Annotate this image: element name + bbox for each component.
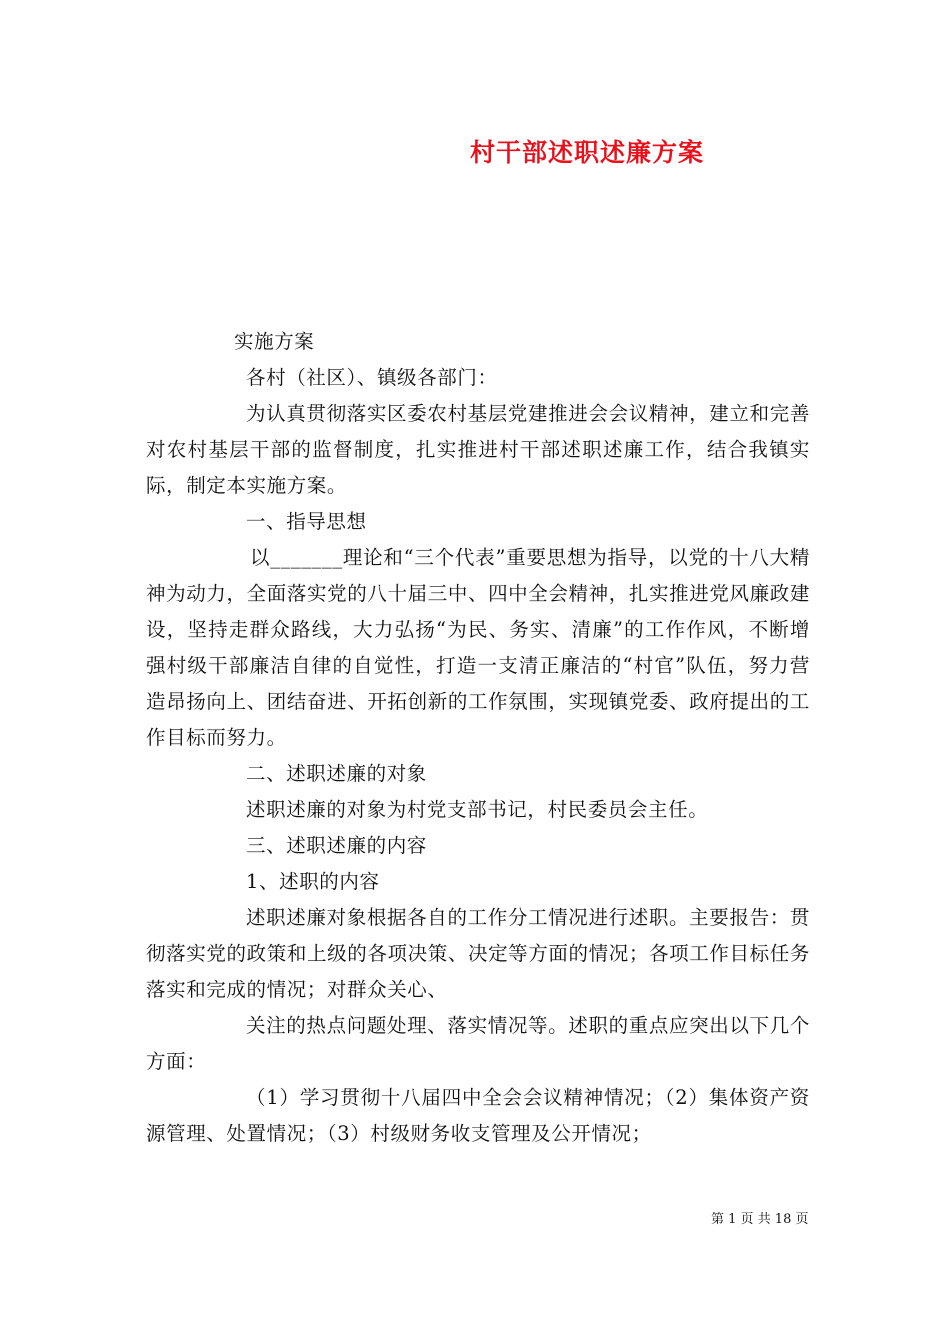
subsection-heading: 1、述职的内容	[246, 870, 380, 893]
paragraph: 为认真贯彻落实区委农村基层党建推进会会议精神，建立和完善对农村基层干部的监督制度，扎实推进村干部述职述廉工作，结合我镇实际，制定本实施方案。	[146, 402, 810, 497]
paragraph: 述职述廉的对象为村党支部书记，村民委员会主任。	[246, 798, 709, 821]
section-heading: 三、述职述廉的内容	[246, 834, 427, 857]
section-heading: 一、指导思想	[246, 510, 367, 533]
page-footer: 第 1 页 共 18 页	[711, 1212, 809, 1227]
paragraph: （1）学习贯彻十八届四中全会会议精神情况；（2）集体资产资源管理、处置情况；（3）村级财务收支管理及公开情况；	[146, 1086, 810, 1145]
document-title: 村干部述职述廉方案	[470, 138, 705, 167]
paragraph: 述职述廉对象根据各自的工作分工情况进行述职。主要报告：贯彻落实党的政策和上级的各项决策、决定等方面的情况；各项工作目标任务落实和完成的情况；对群众关心、	[146, 906, 810, 1001]
paragraph: 实施方案	[234, 330, 315, 353]
paragraph: 关注的热点问题处理、落实情况等。述职的重点应突出以下几个方面：	[146, 1014, 810, 1073]
section-heading: 二、述职述廉的对象	[246, 762, 427, 785]
paragraph: 各村（社区）、镇级各部门：	[246, 366, 498, 389]
paragraph: 以_______理论和“三个代表”重要思想为指导，以党的十八大精神为动力，全面落实党的八十届三中、四中全会精神，扎实推进党风廉政建设，坚持走群众路线，大力弘扬“为民、务实、清廉”的工作作风，不断增强村级干部廉洁自律的自觉性，打造一支清正廉洁的“村官”队伍，努力营造昂扬向上、团结奋进、开拓创新的工作氛围，实现镇党委、政府提出的工作目标而努力。	[146, 546, 810, 749]
document-body	[146, 324, 810, 1152]
